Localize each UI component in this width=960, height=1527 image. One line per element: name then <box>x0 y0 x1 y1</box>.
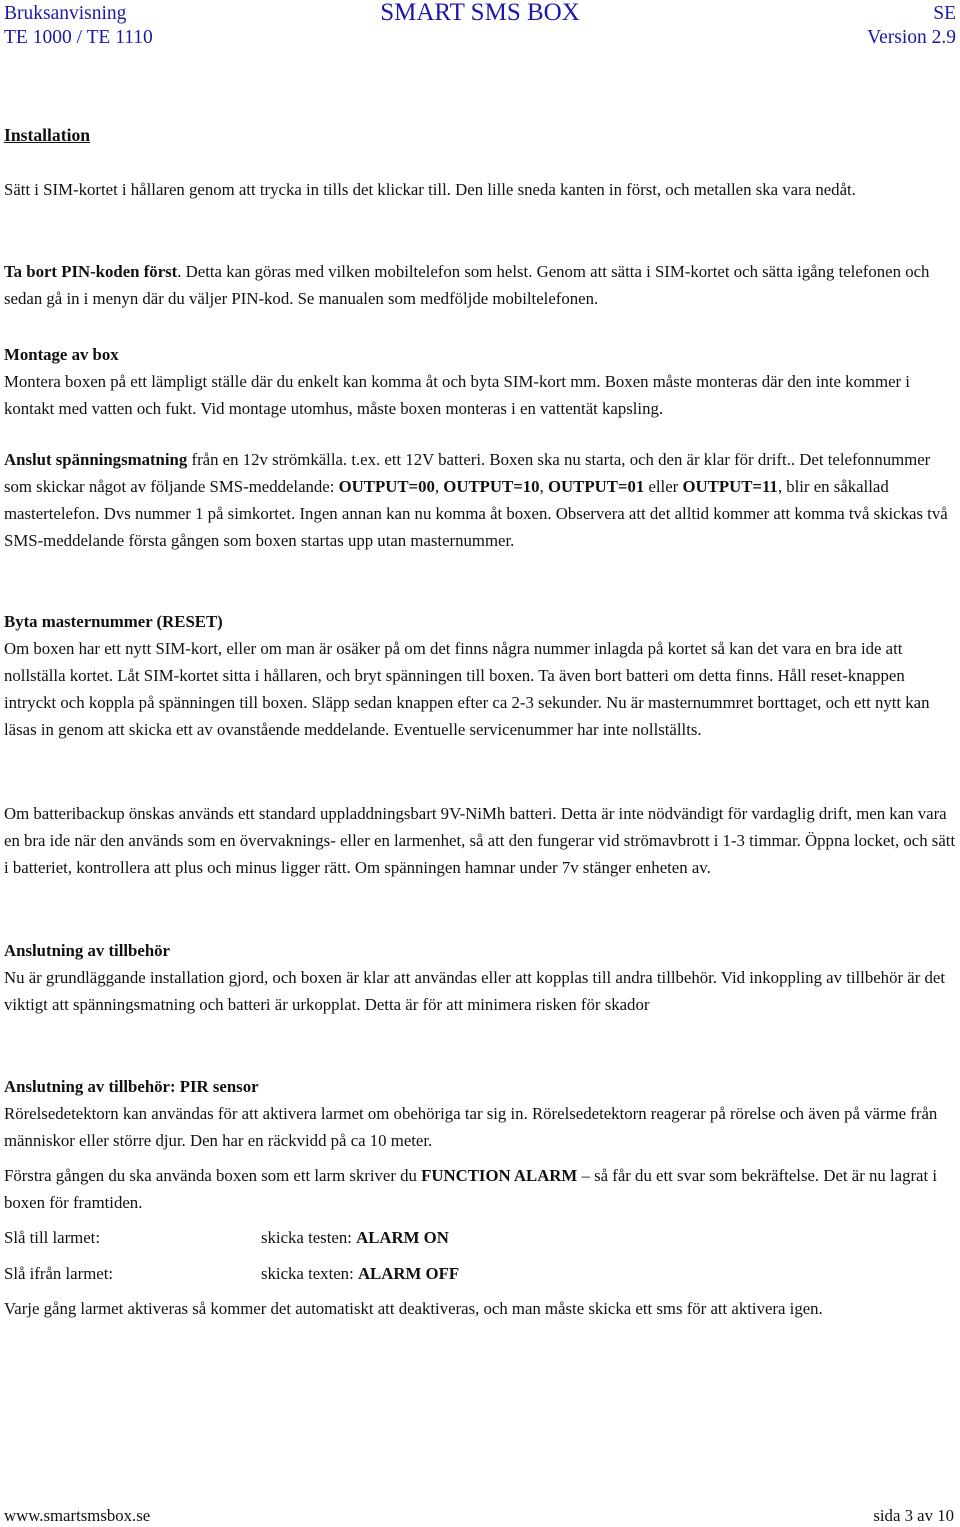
footer-website-link[interactable]: www.smartsmsbox.se <box>4 1506 151 1525</box>
cmd-alarm-on: ALARM ON <box>356 1228 449 1247</box>
reset-section <box>4 608 956 743</box>
cmd-output-00: OUTPUT=00 <box>338 477 435 496</box>
doc-type: Bruksanvisning <box>4 3 127 24</box>
pir-first-time: Förstra gången du ska använda boxen som ett larm skriver du FUNCTION ALARM – så får du ett svar som bekräftelse. Det är nu lagrat i boxen för framtiden. <box>4 1166 938 1212</box>
accessories-text: Nu är grundläggande installation gjord, och boxen är klar att användas eller att kopplas till andra tillbehör. Vid inkoppling av tillbehör är det viktigt att spänningsmatning och batteri är urkopplat. Detta är för att minimera risken för skador <box>4 968 945 1014</box>
installation-paragraph-2: Ta bort PIN-koden först. Detta kan göras med vilken mobiltelefon som helst. Genom att sätta i SIM-kortet och sätta igång telefonen och sedan gå in i menyn där du väljer PIN-kod. Se manualen som medföljde mobiltelefonen. <box>4 262 930 308</box>
battery-paragraph: Om batteribackup önskas används ett standard uppladdningsbart 9V-NiMh batteri. Detta är inte nödvändigt för vardaglig drift, men kan vara en bra ide när den används som en övervaknings- eller en larmenhet, så att den fungerar vid strömavbrott i 1-3 timmar. Öppna locket, och sätt i batteriet, kontrollera att plus och minus ligger rätt. Om spänningen hamnar under 7v stänger enheten av. <box>4 804 956 877</box>
pir-section <box>4 1073 956 1154</box>
cmd-alarm-off: ALARM OFF <box>357 1264 460 1283</box>
document-header-top <box>4 2 956 28</box>
alarm-on-instruction: skicka testen: ALARM ON <box>261 1228 449 1247</box>
alarm-on-label: Slå till larmet: <box>4 1228 101 1247</box>
installation-heading: Installation <box>4 125 91 145</box>
montage-text: Montera boxen på ett lämpligt ställe där du enkelt kan komma åt och byta SIM-kort mm. Boxen måste monteras där den inte kommer i kontakt med vatten och fukt. Vid montage utomhus, måste boxen monteras i en vattentät kapsling. <box>4 372 910 418</box>
accessories-section <box>4 937 956 1018</box>
product-title: SMART SMS BOX <box>380 0 580 26</box>
language-code: SE <box>933 3 956 24</box>
alarm-off-instruction: skicka texten: ALARM OFF <box>261 1264 460 1283</box>
footer-page-number: sida 3 av 10 <box>873 1506 954 1525</box>
cmd-function-alarm: FUNCTION ALARM <box>421 1166 578 1185</box>
pir-heading: Anslutning av tillbehör: PIR sensor <box>4 1077 259 1096</box>
version-label: Version 2.9 <box>867 27 956 48</box>
alarm-off-label: Slå ifrån larmet: <box>4 1264 114 1283</box>
pir-text: Rörelsedetektorn kan användas för att aktivera larmet om obehöriga tar sig in. Rörelsedetektorn reagerar på rörelse och även på värme från människor eller större djur. Den har en räckvidd på ca 10 meter. <box>4 1104 938 1150</box>
pir-note: Varje gång larmet aktiveras så kommer det automatiskt att deaktiveras, och man måste skicka ett sms för att aktivera igen. <box>4 1299 823 1318</box>
cmd-output-11: OUTPUT=11 <box>682 477 778 496</box>
accessories-heading: Anslutning av tillbehör <box>4 941 170 960</box>
cmd-output-10: OUTPUT=10 <box>443 477 540 496</box>
montage-section <box>4 341 956 422</box>
cmd-output-01: OUTPUT=01 <box>547 477 645 496</box>
montage-heading: Montage av box <box>4 345 119 364</box>
reset-text: Om boxen har ett nytt SIM-kort, eller om man är osäker på om det finns några nummer inlagda på kortet så kan det vara en bra ide att nollställa kortet. Låt SIM-kortet sitta i hållaren, och bryt spänningen till boxen. Ta även bort batteri om detta finns. Håll reset-knappen intryckt och koppla på spänningen till boxen. Släpp sedan knappen efter ca 2-3 sekunder. Nu är masternummret borttaget, och ett nytt kan läsas in genom att skicka ett av ovanstående meddelande. Eventuelle servicenummer har inte nollställts. <box>4 639 930 739</box>
power-section: Anslut spänningsmatning från en 12v strömkälla. t.ex. ett 12V batteri. Boxen ska nu starta, och den är klar för drift.. Det telefonnummer som skickar något av följande SMS-meddelande: OUTPUT=00, OUTPUT=10, OUTPUT=01 eller OUTPUT=11, blir en såkallad mastertelefon. Dvs nummer 1 på simkortet. Ingen annan kan nu komma åt boxen. Observera att det alltid kommer att komma två skickas två SMS-meddelande första gången som boxen startas upp utan masternummer. <box>4 450 948 550</box>
model-numbers: TE 1000 / TE 1110 <box>4 27 153 48</box>
document-header-bottom <box>4 26 956 50</box>
reset-heading: Byta masternummer (RESET) <box>4 612 223 631</box>
installation-paragraph-1: Sätt i SIM-kortet i hållaren genom att trycka in tills det klickar till. Den lille sneda kanten in först, och metallen ska vara nedåt. <box>4 180 856 199</box>
power-heading: Anslut spänningsmatning <box>4 450 188 469</box>
